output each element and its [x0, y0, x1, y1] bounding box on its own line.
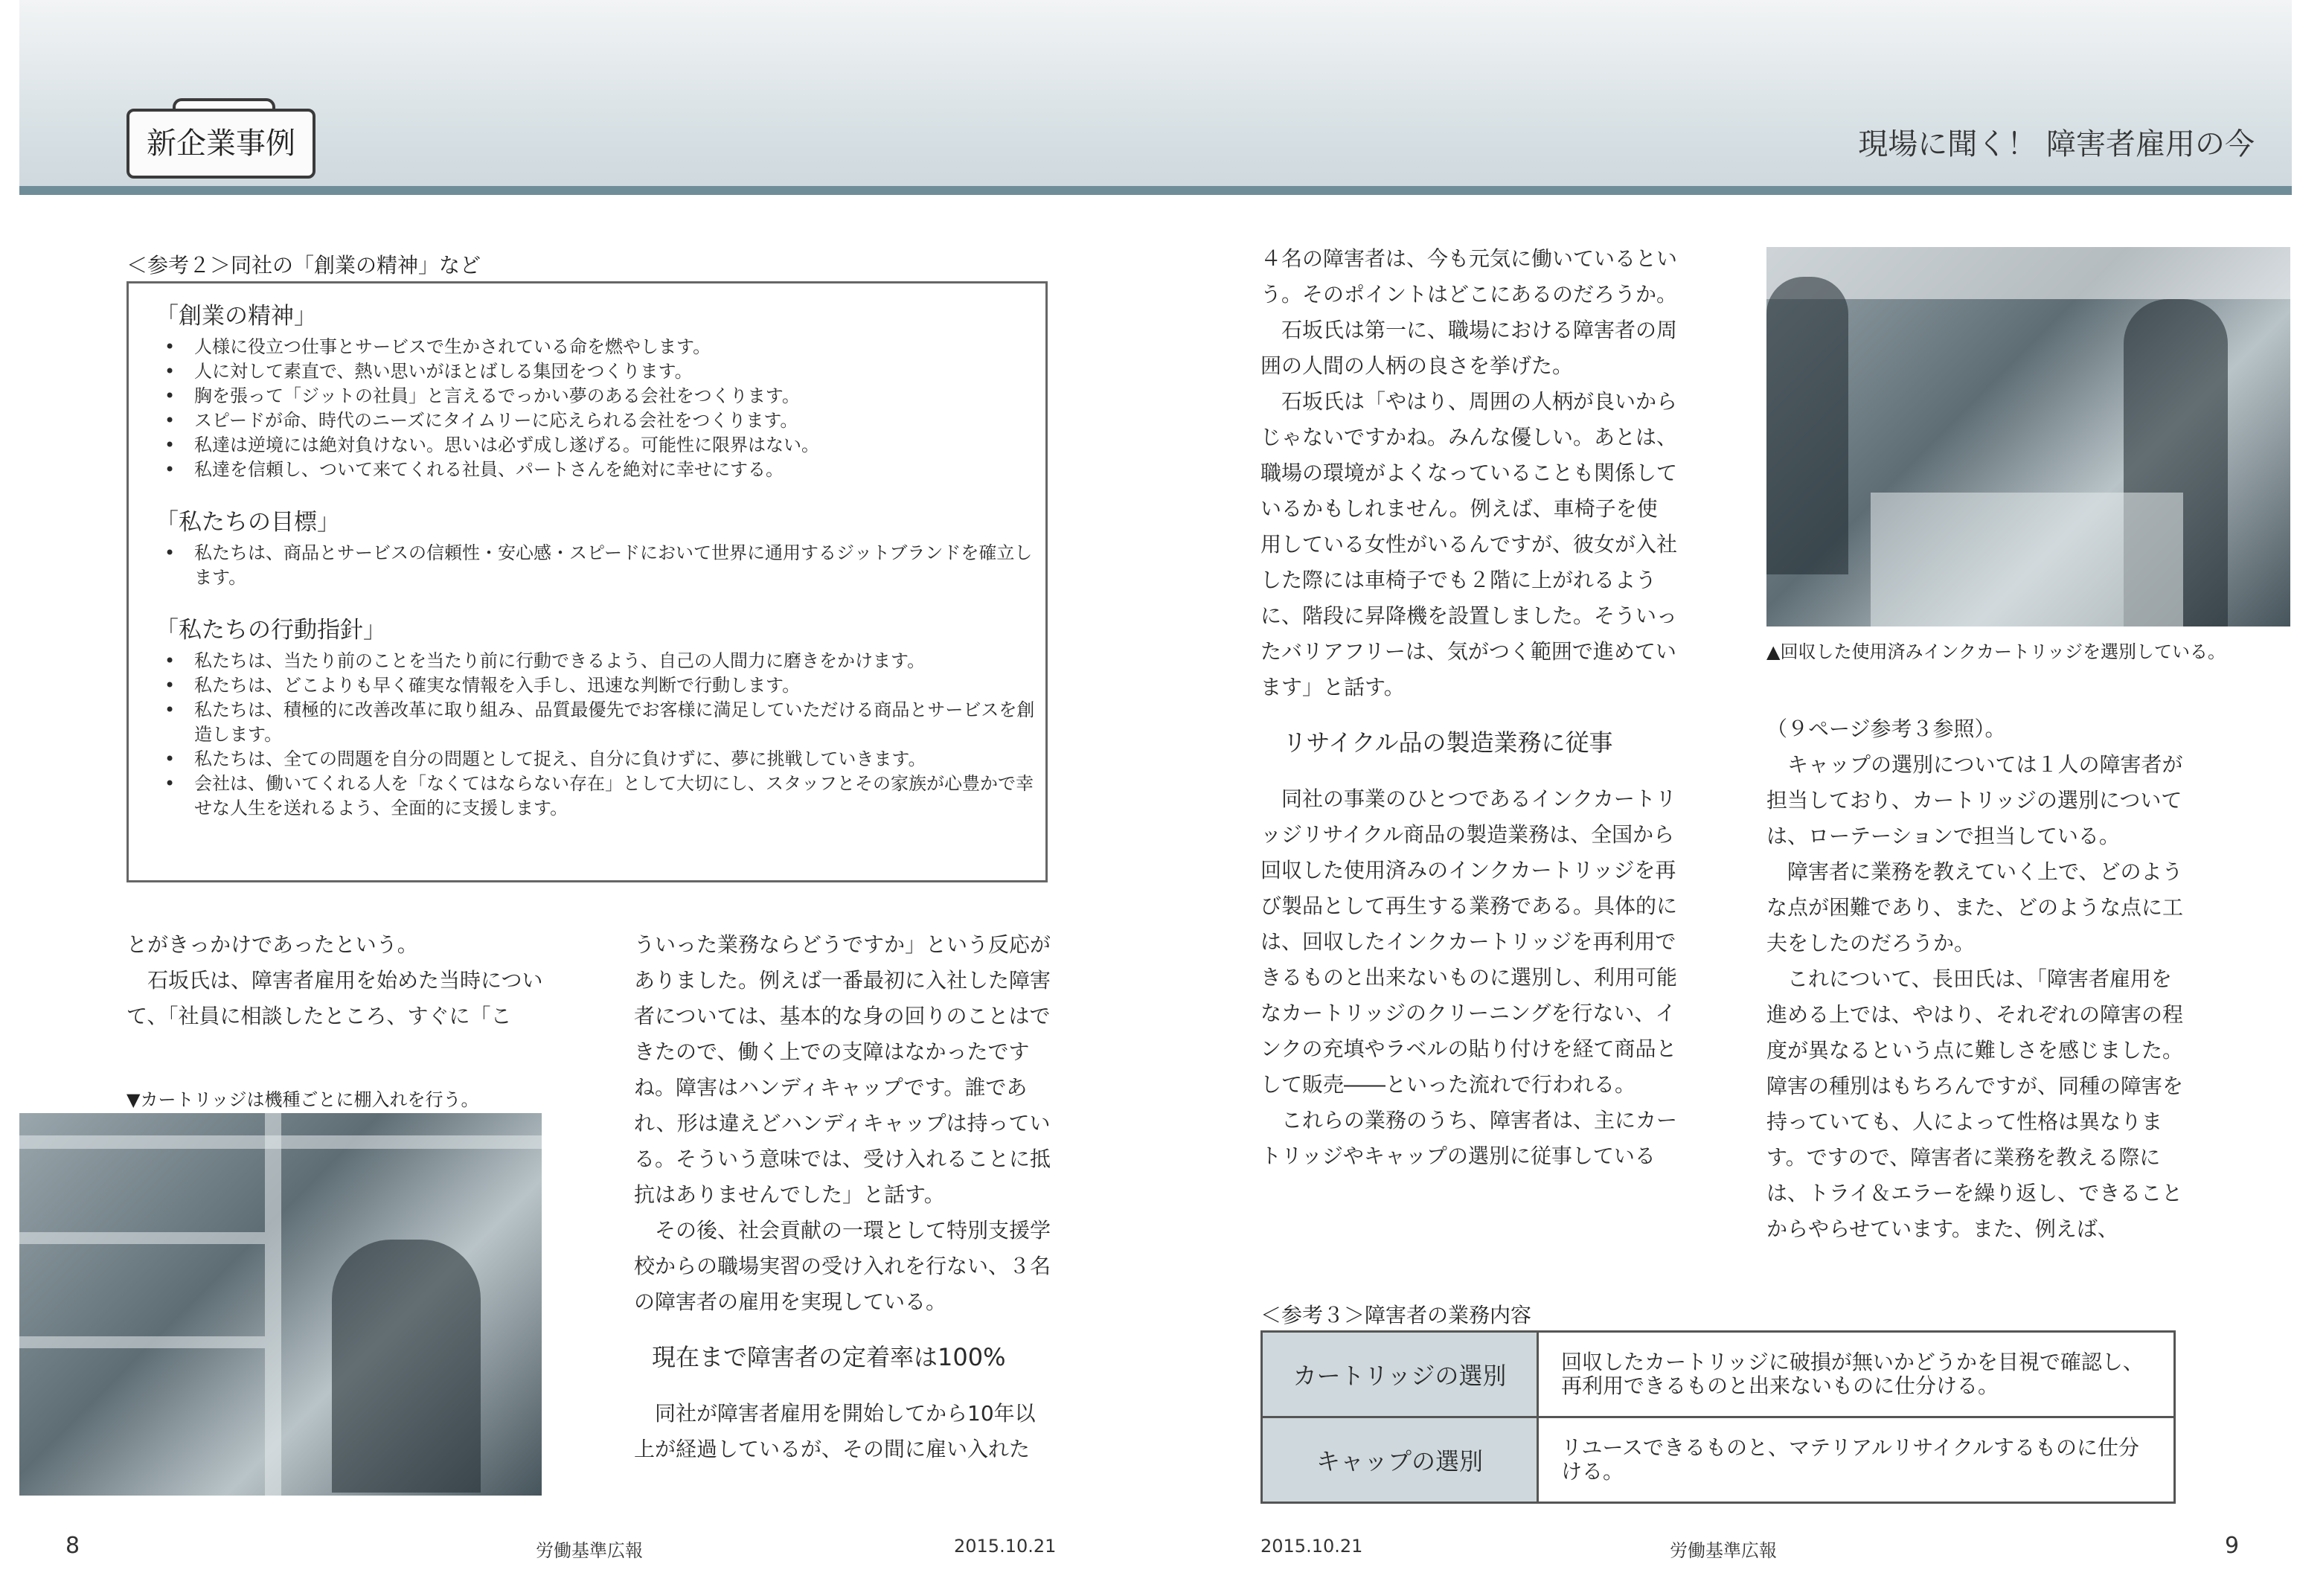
list-item: • スピードが命、時代のニーズにタイムリーに応えられる会社をつくります。 — [158, 408, 1045, 433]
ref3-key: カートリッジの選別 — [1262, 1332, 1538, 1417]
section-badge: 新企業事例 — [126, 109, 315, 179]
date-left: 2015.10.21 — [954, 1536, 1057, 1557]
paragraph: キャップの選別については１人の障害者が担当しており、カートリッジの選別については、ローテーションで担当している。 — [1766, 752, 2183, 848]
list-item: • 私たちは、積極的に改善改革に取り組み、品質最優先でお客様に満足していただける商品とサービスを創造します。 — [158, 698, 1045, 747]
paragraph: 障害者に業務を教えていく上で、どのような点が困難であり、また、どのような点に工夫をしたのだろうか。 — [1766, 859, 2184, 955]
header-rule — [19, 186, 2292, 195]
left-col2 — [634, 927, 1051, 1467]
page-number-left: 8 — [65, 1533, 80, 1559]
date-right: 2015.10.21 — [1260, 1536, 1363, 1557]
paragraph: これについて、長田氏は、「障害者雇用を進める上では、やはり、それぞれの障害の程度が異なるという点に難しさを感じました。障害の種別はもちろんですが、同種の障害を持っていても、人によって性格は異なります。ですので、障害者に業務を教える際には、トライ＆エラーを繰り返し、できることからやらせています。また、例えば、 — [1766, 967, 2184, 1241]
ref2-box — [126, 281, 1048, 882]
ref3-key: キャップの選別 — [1262, 1417, 1538, 1503]
col-heading: リサイクル品の製造業務に従事 — [1283, 728, 1613, 757]
paragraph: 同社の事業のひとつであるインクカートリッジリサイクル商品の製造業務は、全国から回収した使用済みのインクカートリッジを再び製品として再生する業務である。具体的には、回収したインクカートリッジを再利用できるものと出来ないものに選別し、利用可能なカートリッジのクリーニングを行ない、インクの充填やラベルの貼り付けを経て商品として販売――といった流れで行われる。 — [1260, 786, 1678, 1097]
right-col1 — [1260, 241, 1677, 1174]
paragraph: （９ページ参考３参照）。 — [1766, 717, 2006, 741]
paragraph: 石坂氏は「やはり、周囲の人柄が良いからじゃないですかね。みんな優しい。あとは、職場の環境がよくなっていることも関係しているかもしれません。例えば、車椅子を使用している女性がいるんですが、彼女が入社した際には車椅子でも２階に上がれるように、階段に昇降機を設置しました。そういったバリアフリーは、気がつく範囲で進めています」と話す。 — [1260, 389, 1678, 699]
list-item: • 人に対して素直で、熱い思いがほとばしる集団をつくります。 — [158, 359, 1045, 384]
paragraph: ４名の障害者は、今も元気に働いているという。そのポイントはどこにあるのだろうか。 — [1260, 246, 1678, 307]
ref3-value: リユースできるものと、マテリアルリサイクルするものに仕分ける。 — [1538, 1417, 2175, 1503]
list-item: • 人様に役立つ仕事とサービスで生かされている命を燃やします。 — [158, 335, 1045, 359]
publication-right: 労働基準広報 — [1670, 1540, 1777, 1561]
list-item: • 私たちは、当たり前のことを当たり前に行動できるよう、自己の人間力に磨きをかけます。 — [158, 649, 1045, 673]
ref3-title: ＜参考３＞障害者の業務内容 — [1260, 1303, 1532, 1327]
list-item: • 会社は、働いてくれる人を「なくてはならない存在」として大切にし、スタッフとその家族が心豊かで幸せな人生を送れるよう、全面的に支援します。 — [158, 772, 1045, 821]
list-item: • 私たちは、全ての問題を自分の問題として捉え、自分に負けずに、夢に挑戦していきます。 — [158, 747, 1045, 772]
table-row — [1262, 1332, 2175, 1417]
ref2-list-spirit — [158, 335, 1045, 482]
ref3-table — [1260, 1330, 2176, 1504]
ref2-heading-goal: 「私たちの目標」 — [156, 509, 340, 536]
cartridge-shelf-photo — [19, 1113, 542, 1496]
paragraph: 石坂氏は、障害者雇用を始めた当時について、「社員に相談したところ、すぐに「こ — [126, 968, 543, 1028]
left-photo-caption: ▼カートリッジは機種ごとに棚入れを行う。 — [126, 1089, 479, 1110]
paragraph: 同社が障害者雇用を開始してから10年以上が経過しているが、その間に雇い入れた — [634, 1401, 1036, 1461]
right-photo-caption: ▲回収した使用済みインクカートリッジを選別している。 — [1766, 641, 2226, 662]
paragraph: 石坂氏は第一に、職場における障害者の周囲の人間の人柄の良さを挙げた。 — [1260, 318, 1678, 378]
ref2-title: ＜参考２＞同社の「創業の精神」など — [126, 253, 481, 278]
list-item: • 胸を張って「ジットの社員」と言えるでっかい夢のある会社をつくります。 — [158, 384, 1045, 408]
ref2-heading-spirit: 「創業の精神」 — [156, 303, 317, 330]
paragraph: これらの業務のうち、障害者は、主にカートリッジやキャップの選別に従事している — [1260, 1108, 1678, 1168]
ref2-heading-conduct: 「私たちの行動指針」 — [156, 617, 386, 644]
paragraph: その後、社会貢献の一環として特別支援学校からの職場実習の受け入れを行ない、３名の障害者の雇用を実現している。 — [634, 1218, 1051, 1314]
ref2-list-conduct — [158, 649, 1045, 821]
col-heading: 現在まで障害者の定着率は100% — [652, 1343, 1006, 1371]
ref3-value: 回収したカートリッジに破損が無いかどうかを目視で確認し、再利用できるものと出来ないものに仕分ける。 — [1538, 1332, 2175, 1417]
left-col1 — [126, 927, 543, 1034]
page-number-right: 9 — [2225, 1533, 2240, 1559]
sorting-work-photo — [1766, 247, 2290, 626]
publication-left: 労働基準広報 — [536, 1540, 643, 1561]
list-item: • 私達は逆境には絶対負けない。思いは必ず成し遂げる。可能性に限界はない。 — [158, 433, 1045, 458]
paragraph: ういった業務ならどうですか」という反応がありました。例えば一番最初に入社した障害者については、基本的な身の回りのことはできたので、働く上での支障はなかったですね。障害はハンディキャップです。誰であれ、形は違えどハンディキャップは持っている。そういう意味では、受け入れることに抵抗はありませんでした」と話す。 — [634, 932, 1051, 1207]
series-title: 現場に聞く！ 障害者雇用の今 — [1858, 127, 2255, 161]
list-item: • 私たちは、どこよりも早く確実な情報を入手し、迅速な判断で行動します。 — [158, 673, 1045, 698]
ref2-list-goal — [158, 541, 1045, 590]
right-col2 — [1766, 711, 2183, 1247]
paragraph: とがきっかけであったという。 — [126, 932, 418, 957]
table-row — [1262, 1417, 2175, 1503]
list-item: • 私たちは、商品とサービスの信頼性・安心感・スピードにおいて世界に通用するジットブランドを確立します。 — [158, 541, 1045, 590]
list-item: • 私達を信頼し、ついて来てくれる社員、パートさんを絶対に幸せにする。 — [158, 458, 1045, 482]
